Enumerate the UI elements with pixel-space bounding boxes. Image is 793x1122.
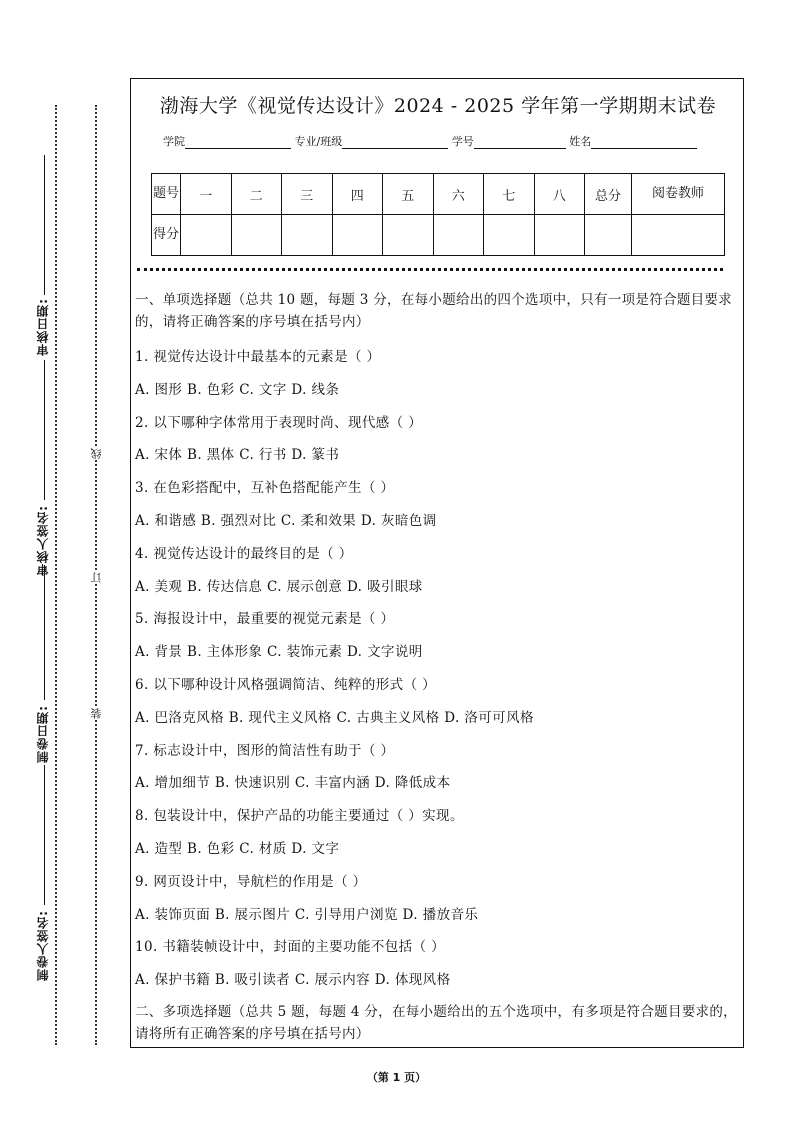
gutter-char-zhuang: 装	[90, 708, 103, 719]
paper-maker-signature-label: 制卷人签名:	[36, 910, 50, 981]
col-6: 六	[433, 174, 484, 215]
reviewer-signature-line	[44, 360, 45, 500]
student-id-field[interactable]	[474, 136, 566, 149]
section2-heading: 二、多项选择题（总共 5 题，每题 4 分，在每小题给出的五个选项中，有多项是符合题目要求的，请将所有正确答案的序号填在括号内）	[135, 1003, 737, 1042]
left-dotted-line	[55, 105, 57, 1045]
question-text: 2. 以下哪种字体常用于表现时尚、现代感（ ）	[135, 414, 423, 431]
question-options: A. 宋体 B. 黑体 C. 行书 D. 篆书	[135, 447, 340, 464]
gutter-char-ding: 订	[90, 572, 103, 583]
question-text: 9. 网页设计中，导航栏的作用是（ ）	[135, 873, 367, 890]
question-text: 1. 视觉传达设计中最基本的元素是（ ）	[135, 349, 381, 365]
col-3: 三	[282, 174, 333, 215]
score-cell[interactable]	[534, 215, 585, 256]
score-cell[interactable]	[433, 215, 484, 256]
paper-maker-signature-line	[44, 765, 45, 905]
name-label: 姓名	[569, 135, 592, 148]
question-options: A. 背景 B. 主体形象 C. 装饰元素 D. 文字说明	[135, 644, 423, 661]
score-table-header-row	[152, 174, 725, 215]
col-1: 一	[181, 174, 232, 215]
question-text: 7. 标志设计中，图形的简洁性有助于（ ）	[135, 742, 395, 759]
score-cell[interactable]	[632, 215, 725, 256]
score-cell[interactable]	[332, 215, 383, 256]
question-number-label: 题号	[152, 174, 181, 215]
question-options: A. 装饰页面 B. 展示图片 C. 引导用户浏览 D. 播放音乐	[135, 906, 479, 923]
score-label: 得分	[152, 215, 181, 256]
student-id-label: 学号	[451, 135, 474, 148]
name-field[interactable]	[591, 136, 697, 149]
question-options: A. 增加细节 B. 快速识别 C. 丰富内涵 D. 降低成本	[135, 775, 451, 792]
question-text: 6. 以下哪种设计风格强调简洁、纯粹的形式（ ）	[135, 676, 437, 693]
college-field[interactable]	[185, 136, 291, 149]
question-text: 3. 在色彩搭配中，互补色搭配能产生（ ）	[135, 480, 395, 497]
review-date-label: 审核日期:	[36, 298, 50, 356]
question-options: A. 和谐感 B. 强烈对比 C. 柔和效果 D. 灰暗色调	[135, 512, 437, 529]
student-info-line	[163, 133, 697, 149]
reviewer-signature-label: 审核人签名:	[36, 505, 50, 576]
score-cell[interactable]	[282, 215, 333, 256]
major-class-field[interactable]	[342, 136, 448, 149]
score-cell[interactable]	[181, 215, 232, 256]
score-table	[151, 173, 725, 256]
question-options: A. 造型 B. 色彩 C. 材质 D. 文字	[135, 840, 340, 857]
col-2: 二	[231, 174, 282, 215]
question-text: 4. 视觉传达设计的最终目的是（ ）	[135, 545, 353, 562]
college-label: 学院	[163, 135, 185, 148]
major-class-label: 专业/班级	[294, 135, 343, 148]
review-date-line	[44, 155, 45, 295]
score-cell[interactable]	[585, 215, 632, 256]
score-table-score-row	[152, 215, 725, 256]
page-number: （第 1 页）	[366, 1071, 427, 1084]
section1-questions	[135, 343, 739, 999]
section1-heading: 一、单项选择题（总共 10 题，每题 3 分，在每小题给出的四个选项中，只有一项是符合题目要求的，请将正确答案的序号填在括号内）	[135, 292, 733, 330]
paper-date-line	[44, 565, 45, 700]
question-options: A. 巴洛克风格 B. 现代主义风格 C. 古典主义风格 D. 洛可可风格	[135, 709, 534, 726]
question-options: A. 图形 B. 色彩 C. 文字 D. 线条	[135, 381, 340, 398]
paper-date-label: 制卷日期:	[36, 705, 50, 763]
score-cell[interactable]	[484, 215, 535, 256]
exam-content	[135, 289, 739, 1055]
col-7: 七	[484, 174, 535, 215]
question-text: 10. 书籍装帧设计中，封面的主要功能不包括（ ）	[135, 939, 446, 956]
question-options: A. 美观 B. 传达信息 C. 展示创意 D. 吸引眼球	[135, 578, 423, 595]
dotted-separator	[137, 268, 723, 271]
gutter-char-xian: 线	[90, 448, 103, 459]
col-4: 四	[332, 174, 383, 215]
question-text: 5. 海报设计中，最重要的视觉元素是（ ）	[135, 611, 395, 628]
col-grader: 阅卷教师	[632, 174, 725, 215]
score-cell[interactable]	[231, 215, 282, 256]
exam-frame	[130, 78, 744, 1048]
question-options: A. 保护书籍 B. 吸引读者 C. 展示内容 D. 体现风格	[135, 972, 451, 989]
col-5: 五	[383, 174, 434, 215]
col-total: 总分	[585, 174, 632, 215]
exam-title: 渤海大学《视觉传达设计》2024 - 2025 学年第一学期期末试卷	[159, 95, 717, 117]
question-text: 8. 包装设计中，保护产品的功能主要通过（ ）实现。	[135, 808, 464, 825]
score-cell[interactable]	[383, 215, 434, 256]
col-8: 八	[534, 174, 585, 215]
